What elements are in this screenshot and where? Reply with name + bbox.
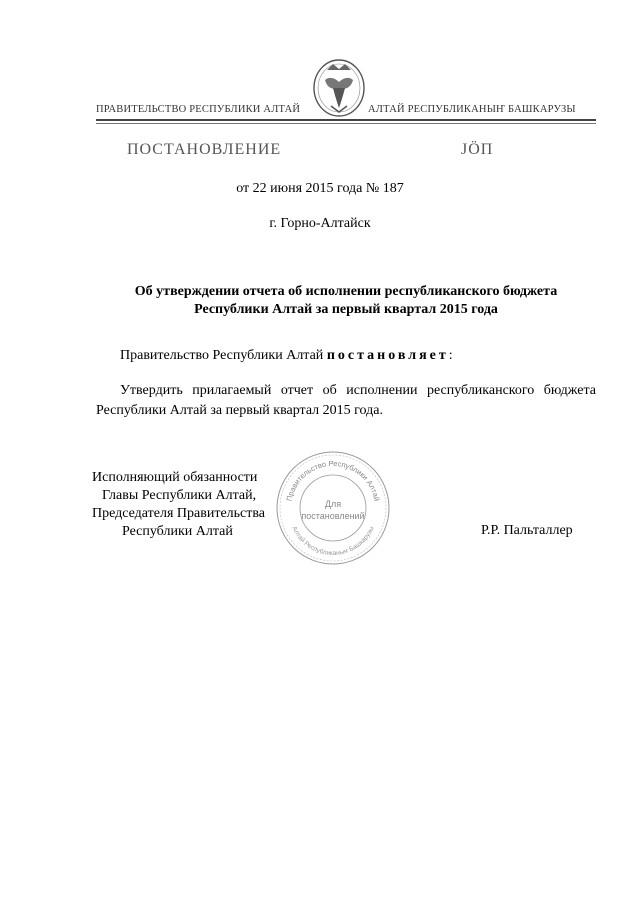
document-date-number: от 22 июня 2015 года № 187 xyxy=(236,181,404,196)
signatory-position-line-4: Республики Алтай xyxy=(122,524,233,539)
signatory-name: Р.Р. Пальталлер xyxy=(481,523,573,538)
svg-text:Правительство Республики Алтай xyxy=(285,459,382,502)
document-kind-alt: JÖП xyxy=(461,141,494,158)
resolution-body: Утвердить прилагаемый отчет об исполнении республиканского бюджета Республики Алтай за первый квартал 2015 года. xyxy=(96,383,596,418)
document-title: Об утверждении отчета об исполнении республиканского бюджета Республики Алтай за первый квартал 2015 года xyxy=(134,284,558,317)
stamp-ring-text: Правительство Республики Алтай xyxy=(284,458,382,502)
stamp-center-line-1: Для xyxy=(324,499,342,509)
stamp-ring-text-bottom: Алтай Республиканыҥ Башкарузы xyxy=(290,525,376,558)
header-rule-thin xyxy=(96,123,596,124)
document-city: г. Горно-Алтайск xyxy=(269,216,371,231)
header-govt-name-alt: АЛТАЙ РЕСПУБЛИКАНЫҤ БАШКАРУЗЫ xyxy=(368,104,576,115)
resolution-intro-prefix: Правительство Республики Алтай xyxy=(120,348,327,363)
stamp-center-line-2: постановлений xyxy=(301,511,365,521)
resolution-intro-suffix: : xyxy=(448,348,453,363)
signatory-position-line-3: Председателя Правительства xyxy=(92,506,266,521)
resolution-intro xyxy=(120,348,453,364)
signatory-position-line-2: Главы Республики Алтай, xyxy=(102,488,257,503)
resolution-verb: постановляет xyxy=(326,348,449,363)
header-rule-thick xyxy=(96,119,596,121)
signatory-position-line-1: Исполняющий обязанности xyxy=(92,470,258,485)
header-govt-name-ru: ПРАВИТЕЛЬСТВО РЕСПУБЛИКИ АЛТАЙ xyxy=(96,104,301,115)
official-stamp xyxy=(274,449,392,567)
coat-of-arms-emblem xyxy=(311,58,367,120)
document-kind-ru: ПОСТАНОВЛЕНИЕ xyxy=(127,141,282,158)
